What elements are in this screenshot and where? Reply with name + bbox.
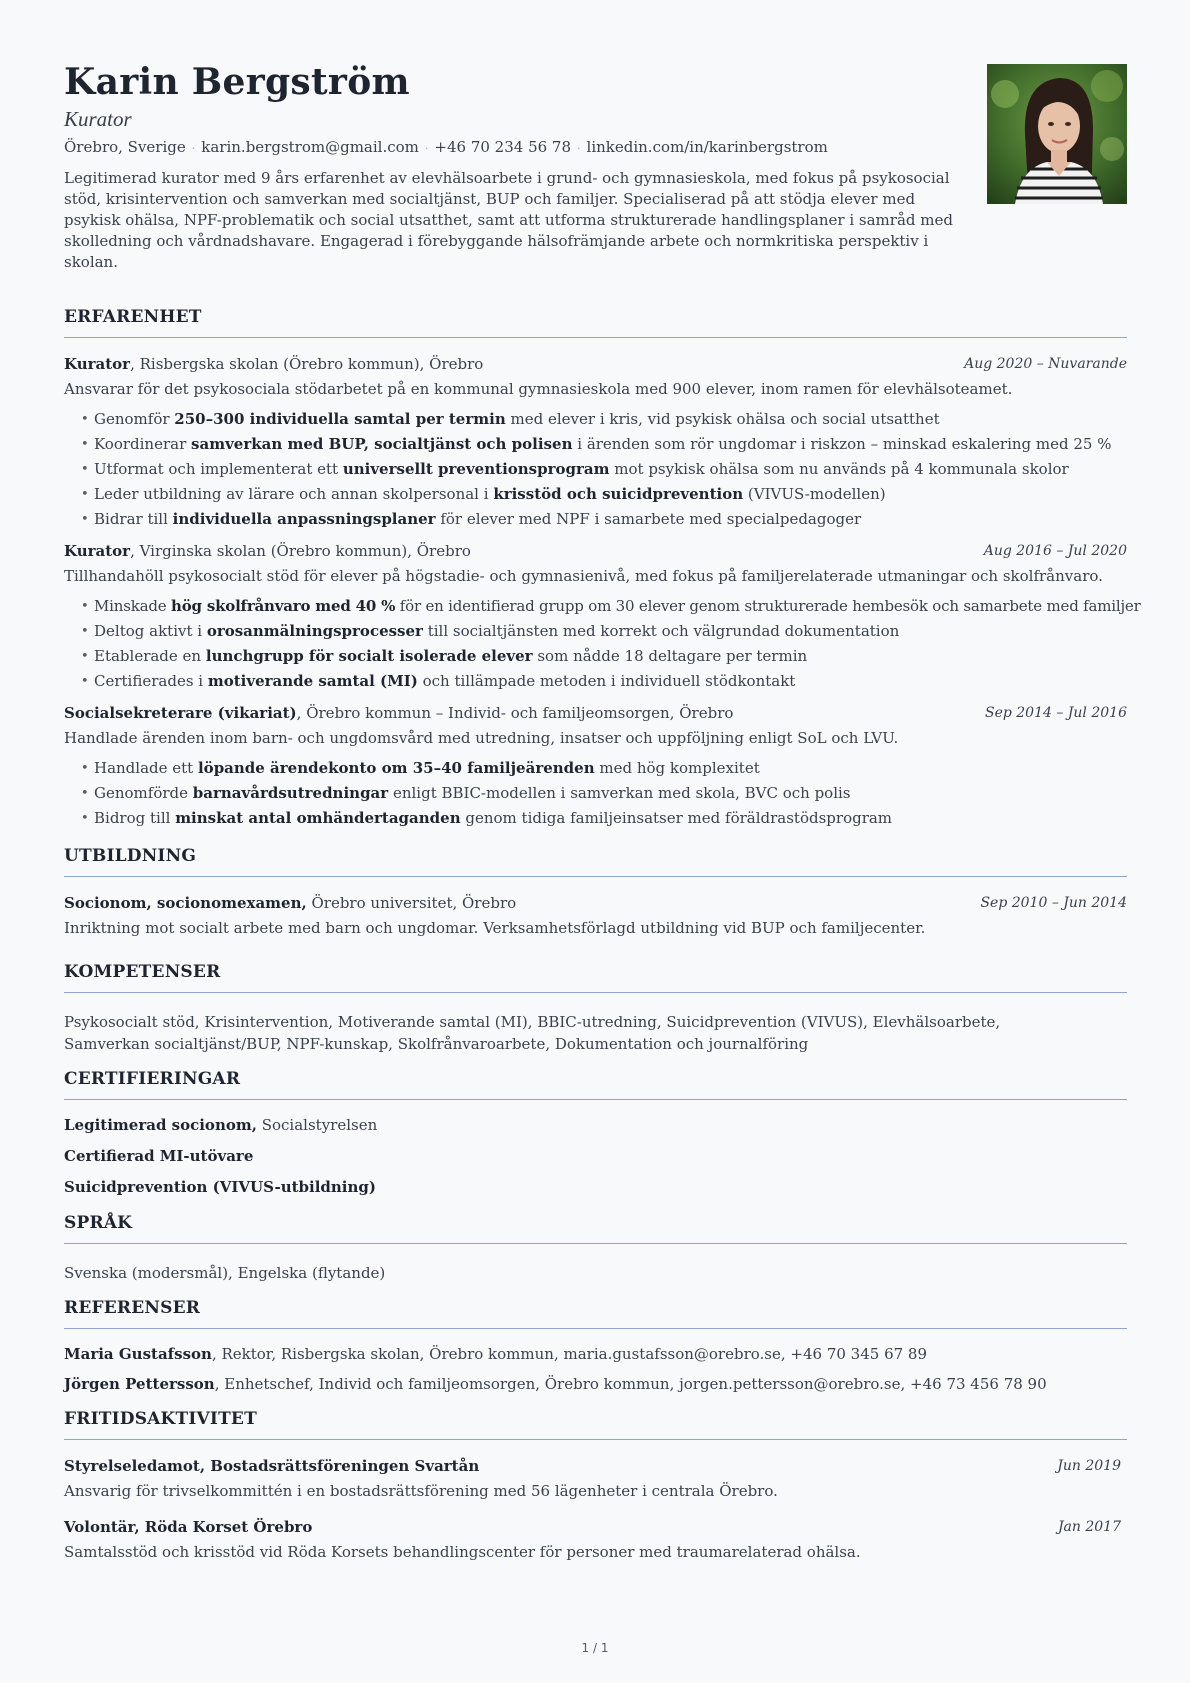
bullet-item: • Utformat och implementerat ett universellt preventionsprogram mot psykisk ohälsa som nu används på 4 kommunala skolor [81, 457, 1127, 482]
candidate-role: Kurator [64, 107, 132, 131]
job-bullets [81, 407, 1127, 532]
leisure-entry [64, 1455, 1127, 1502]
job-role: Socialsekreterare (vikariat) [64, 704, 297, 722]
languages-section [64, 1212, 1127, 1284]
skills-text: Psykosocialt stöd, Krisintervention, Motiverande samtal (MI), BBIC-utredning, Suicidprevention (VIVUS), Elevhälsoarbete, Samverkan socialtjänst/BUP, NPF-kunskap, Skolfrånvaroarbete, Dokumentation och journalföring [64, 1013, 1001, 1053]
page-number: 1 / 1 [581, 1641, 609, 1655]
certification-item: Suicidprevention (VIVUS-utbildning) [64, 1178, 376, 1196]
leisure-date: Jun 2019 [1057, 1458, 1121, 1474]
skills-heading: KOMPETENSER [64, 961, 1127, 993]
summary: Legitimerad kurator med 9 års erfarenhet av elevhälsoarbete i grund- och gymnasieskola, med fokus på psykosocial stöd, krisintervention och samverkan med socialtjänst, BUP och familjer. Specialiserad på att stödja elever med psykisk ohälsa, NPF-problematik och social utsatthet, samt att utforma strukturerade handlingsplaner i samråd med skolledning och vårdnadshavare. Engagerad i förebyggande hälsofrämjande arbete och normkritiska perspektiv i skolan. [64, 169, 953, 271]
leisure-heading: FRITIDSAKTIVITET [64, 1408, 1127, 1440]
certification-item: Certifierad MI-utövare [64, 1147, 254, 1165]
bullet-item: • Koordinerar samverkan med BUP, socialtjänst och polisen i ärenden som rör ungdomar i riskzon – minskad eskalering med 25 % [81, 432, 1127, 457]
job-org: , Risbergska skolan (Örebro kommun), Örebro [130, 355, 484, 373]
education-section [64, 845, 1127, 939]
education-date: Sep 2010 – Jun 2014 [980, 895, 1127, 911]
bullet-item: • Etablerade en lunchgrupp för socialt isolerade elever som nådde 18 deltagare per termin [81, 644, 1127, 669]
bullet-item: • Deltog aktivt i orosanmälningsprocesser till socialtjänsten med korrekt och välgrundad dokumentation [81, 619, 1127, 644]
job-date: Aug 2016 – Jul 2020 [983, 543, 1127, 559]
education-entry [64, 892, 1127, 939]
candidate-name: Karin Bergström [64, 61, 410, 103]
job-role: Kurator [64, 542, 131, 560]
job-org: , Örebro kommun – Individ- och familjeomsorgen, Örebro [296, 704, 734, 722]
leisure-entry [64, 1516, 1127, 1563]
job-org: , Virginska skolan (Örebro kommun), Örebro [130, 542, 471, 560]
reference-item: Maria Gustafsson, Rektor, Risbergska skolan, Örebro kommun, maria.gustafsson@orebro.se, +46 70 345 67 89 [64, 1345, 928, 1363]
resume-page [64, 60, 1141, 1563]
job-bullets [81, 594, 1141, 694]
bullet-item: • Genomför 250–300 individuella samtal per termin med elever i kris, vid psykisk ohälsa och social utsatthet [81, 407, 1127, 432]
skills-section [64, 961, 1127, 1055]
job-entry [64, 540, 1141, 694]
education-heading: UTBILDNING [64, 845, 1127, 877]
job-description: Ansvarar för det psykosociala stödarbetet på en kommunal gymnasieskola med 900 elever, inom ramen för elevhälsoteamet. [64, 380, 1013, 398]
job-role: Kurator [64, 355, 131, 373]
contact-line: Örebro, Sverige · karin.bergstrom@gmail.com · +46 70 234 56 78 · linkedin.com/in/karinbergstrom [64, 138, 828, 156]
references-section [64, 1297, 1127, 1395]
bullet-item: • Minskade hög skolfrånvaro med 40 % för en identifierad grupp om 30 elever genom strukturerade hembesök och samarbete med familjer [81, 594, 1127, 619]
bullet-item: • Leder utbildning av lärare och annan skolpersonal i krisstöd och suicidprevention (VIVUS-modellen) [81, 482, 1127, 507]
job-description: Tillhandahöll psykosocialt stöd för elever på högstadie- och gymnasienivå, med fokus på familjerelaterade utmaningar och skolfrånvaro. [64, 567, 1103, 585]
school: Örebro universitet, Örebro [306, 894, 517, 912]
profile-photo [987, 64, 1127, 204]
linkedin-link[interactable]: linkedin.com/in/karinbergstrom [586, 138, 828, 156]
header [64, 60, 1127, 273]
email-link[interactable]: karin.bergstrom@gmail.com [201, 138, 419, 156]
job-date: Sep 2014 – Jul 2016 [984, 705, 1127, 721]
degree: Socionom, socionomexamen, [64, 894, 307, 912]
leisure-role: Volontär, Röda Korset Örebro [64, 1518, 313, 1536]
job-entry [64, 702, 1127, 831]
leisure-role: Styrelseledamot, Bostadsrättsföreningen Svartån [64, 1457, 480, 1475]
education-description: Inriktning mot socialt arbete med barn och ungdomar. Verksamhetsförlagd utbildning vid BUP och familjecenter. [64, 919, 926, 937]
location: Örebro, Sverige [64, 138, 186, 156]
bullet-item: • Handlade ett löpande ärendekonto om 35–40 familjeärenden med hög komplexitet [81, 756, 1127, 781]
bullet-item: • Certifierades i motiverande samtal (MI) och tillämpade metoden i individuell stödkontakt [81, 669, 1127, 694]
leisure-section [64, 1408, 1127, 1563]
job-entry [64, 353, 1127, 532]
bullet-item: • Bidrog till minskat antal omhändertaganden genom tidiga familjeinsatser med föräldrastödsprogram [81, 806, 1127, 831]
reference-item: Jörgen Pettersson, Enhetschef, Individ och familjeomsorgen, Örebro kommun, jorgen.pettersson@orebro.se, +46 73 456 78 90 [64, 1375, 1047, 1393]
certifications-heading: CERTIFIERINGAR [64, 1068, 1127, 1100]
leisure-description: Ansvarig för trivselkommittén i en bostadsrättsförening med 56 lägenheter i centrala Örebro. [64, 1482, 778, 1500]
experience-section [64, 306, 1141, 831]
leisure-date: Jan 2017 [1057, 1519, 1121, 1535]
job-description: Handlade ärenden inom barn- och ungdomsvård med utredning, insatser och uppföljning enligt SoL och LVU. [64, 729, 899, 747]
references-heading: REFERENSER [64, 1297, 1127, 1329]
languages-text: Svenska (modersmål), Engelska (flytande) [64, 1264, 386, 1282]
job-bullets [81, 756, 1127, 831]
experience-heading: ERFARENHET [64, 306, 1127, 338]
bullet-item: • Genomförde barnavårdsutredningar enligt BBIC-modellen i samverkan med skola, BVC och polis [81, 781, 1127, 806]
certifications-section [64, 1068, 1127, 1198]
languages-heading: SPRÅK [64, 1212, 1127, 1244]
bullet-item: • Bidrar till individuella anpassningsplaner för elever med NPF i samarbete med specialpedagoger [81, 507, 1127, 532]
job-date: Aug 2020 – Nuvarande [964, 356, 1127, 372]
certification-item: Legitimerad socionom, Socialstyrelsen [64, 1116, 378, 1134]
leisure-description: Samtalsstöd och krisstöd vid Röda Korsets behandlingscenter för personer med traumarelaterad ohälsa. [64, 1543, 861, 1561]
phone: +46 70 234 56 78 [434, 138, 572, 156]
